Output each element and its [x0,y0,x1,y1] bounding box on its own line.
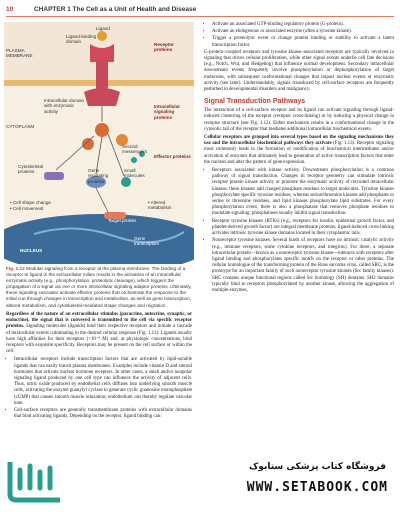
label-gene-regulating: Gene regulating proteins [88,168,109,184]
page-number: 10 [6,6,14,13]
right-bullets-2 [204,168,394,294]
label-cytoskeletal: Cytoskeletal proteins [18,164,44,175]
right-bullet: • Activate an associated GTP-binding regulatory protein (G-protein). [212,22,394,28]
left-paragraph-1 [6,312,192,355]
signaling-protein-3 [82,138,94,150]
second-messenger-1 [131,157,137,163]
watermark-url: WWW.SETABOOK.COM [246,480,388,495]
signaling-protein-1 [95,123,109,137]
right-paragraph-3 [204,135,394,166]
right-bullet: • Activate an endogenous or associated enzyme (often a tyrosine kinase). [212,29,394,35]
watermark-persian: فروشگاه کتاب پزشکی ستابوک [249,462,386,472]
right-bullet: • Nonreceptor tyrosine kinases. Several kinds of receptors have no intrinsic catalytic activity (e.g., immune receptors, some cytokine receptors, and integrins). For these, a separate intracellular protein—known as a nonreceptor tyrosine kinase—interacts with receptors after ligand binding and phosphorylates specific motifs on the receptor or other proteins. The cellular homologue of the transforming protein of the Rous sarcoma virus, called SRC, is the prototype for an important family of such nonreceptor tyrosine kinases (Src family kinases). SRC contains unique functional regions called Src homology (SH) domains. SH2 domains typically bind to receptors phosphorylated by another kinase, allowing the aggregation of multiple enzymes, [212,238,394,294]
watermark-banner [0,450,400,512]
left-bullets [6,357,192,420]
label-second-messengers: Second messengers [122,144,148,155]
figure-1-12 [4,22,194,264]
label-target-protein: Target protein [108,218,137,223]
right-paragraph-1: G-protein–coupled receptors and tyrosine kinase–associated receptors are typically involved in signaling that drives cellular proliferation, while other signal events underlie cell fate decisions (e.g., Notch, Wnt, and Hedgehog) that influence normal development. Secondary intracellular downstream events frequently involve phosphorylation or dephosphorylation of target molecules, with subsequent conformational changes that impact nuclear events or enzymatic activity (see later). Understandably, signals transduced by cell-surface receptors are frequently perturbed in developmental disorders and malignancy. [204,49,394,93]
label-plasma-membrane: PLASMA MEMBRANE [6,48,33,59]
right-column [204,22,394,295]
right-p3-bold: Cellular receptors are grouped into several types based on the signaling mechanisms they use and the intracellular biochemical pathways they activate [204,135,394,147]
label-intracellular-domain: Intracellular domain with enzymatic activity [44,98,85,114]
figure-caption [6,266,192,309]
label-gene-transcription: Gene transcription [134,236,160,247]
label-ligand-binding: Ligand-binding domain [66,34,97,45]
receptor-stalk [96,62,108,92]
caption-text: Modular signaling from a receptor at the plasma membrane. The binding of a receptor to ligand in the extracellular milieu results in the activation of an intracellular enzymatic activity (e.g., phosphorylation, proteolytic cleavage), which triggers the propagation of a signal via one or more intracellular signaling adaptor proteins. Ultimately, these signaling cascades activate effector proteins that orchestrate the response to the initial cue through changes in transcription and metabolism, as well as gene transcription, altered metabolism, and cytoskeletal-mediated shape changes and migration. [6,266,192,308]
left-bullet: • Cell-surface receptors are generally transmembrane proteins with extracellular domains that bind activating ligands. Depending on the receptor, ligand binding can: [14,408,192,420]
label-cell-movement: • Cell movement [10,206,44,211]
right-bullet: • Receptor tyrosine kinases (RTKs) (e.g., receptors for insulin, epidermal growth factor, and platelet-derived growth factor) are integral membrane proteins; ligand-induced cross-linking activates intrinsic tyrosine kinase domains located in their cytoplasmic tails. [212,219,394,238]
section-title: Signal Transduction Pathways [204,98,306,106]
left-p1-rest: Signaling molecules (ligands) bind their respective receptors and initiate a cascade of intracellular events culminating in the desired cellular response (Fig. 1.12). Ligands usually have high affinities for their receptors (<10⁻⁸ M) and, at physiologic concentrations, bind receptors with exquisite specificity. Receptors may be present on the cell surface or within the cell. [6,324,192,355]
page-header [0,0,400,20]
label-small-molecules: Small molecules [124,168,145,179]
label-effector-proteins: Effector proteins [154,154,191,159]
left-p1-bold: Regardless of the nature of an extracellular stimulus (paracrine, autocrine, synaptic, or endocrine), the signal that is conveyed is transmitted to the cell via specific receptor proteins. [6,312,192,330]
setabook-logo-icon [4,454,66,506]
right-bullet: • Receptors associated with kinase activity. Downstream phosphorylation is a common pathway of signal transduction. Changes in receptor geometry can stimulate intrinsic receptor protein kinase activity or promote the enzymatic activity of recruited intracellular kinases; these kinases add charged phosphate residues to target molecules. Tyrosine kinases phosphorylate specific tyrosine residues, whereas serine/threonine kinases add phosphates to serine or threonine residues, and lipid kinases phosphorylate lipid substrates. For every phosphorylation event, there is also a phosphatase that removes phosphate residues to modulate signaling; phosphatases usually inhibit signal transduction. [212,168,394,218]
label-altered-metabolism: • Altered metabolism [148,200,172,211]
chapter-title: CHAPTER 1 The Cell as a Unit of Health and Disease [34,6,197,13]
label-cytoplasm: CYTOPLASM [6,124,35,129]
label-nucleus: NUCLEUS [20,248,43,253]
label-intracellular-signaling: Intracellular signaling proteins [154,104,181,120]
intracellular-domain-shape [84,88,120,106]
left-bullet: • Intracellular receptors include transcription factors that are activated by lipid-soluble ligands that can easily transit plasma membranes. Examples include vitamin D and steroid hormones that activate nuclear hormone receptors. In other cases, a small and/or nonpolar signaling ligand produced by one cell type can influence the activity of adjacent cells. Thus, nitric oxide produced by endothelial cells diffuses into underlying smooth muscle cells, activating the enzyme guanylyl cyclase to generate cyclic guanosine monophosphate (cGMP) that causes smooth muscle relaxation; endothelium can thereby regulate vascular tone. [14,357,192,407]
left-column [6,312,192,421]
label-cell-shape: • Cell shape change [10,200,51,205]
right-bullet: • Trigger a proteolytic event or change protein binding or stability to activate a latent transcription factor. [212,36,394,48]
right-bullets-1 [204,22,394,49]
ligand-shape [97,31,107,41]
label-ligand: Ligand [96,26,110,31]
right-p3-rest: (Fig. 1.13). Receptor signaling most commonly leads to the formation or modification of biochemical intermediates and/or activation of enzymes that ultimately lead to generation of active transcription factors that enter the nucleus and alter the pattern of gene expression. [204,141,394,165]
header-rule [6,16,394,17]
caption-number: Fig. 1.12 [6,266,25,271]
right-paragraph-2: The interaction of a cell-surface receptor and its ligand can activate signaling through ligand-induced clustering of the receptor (receptor cross-linking) or by inducing a physical change in receptor structure (see Fig. 1.12). Either mechanism results in a conformational change in the cytosolic tail of the receptor that mediates additional intracellular biochemical events. [204,108,394,132]
label-receptor-proteins: Receptor proteins [154,42,174,53]
